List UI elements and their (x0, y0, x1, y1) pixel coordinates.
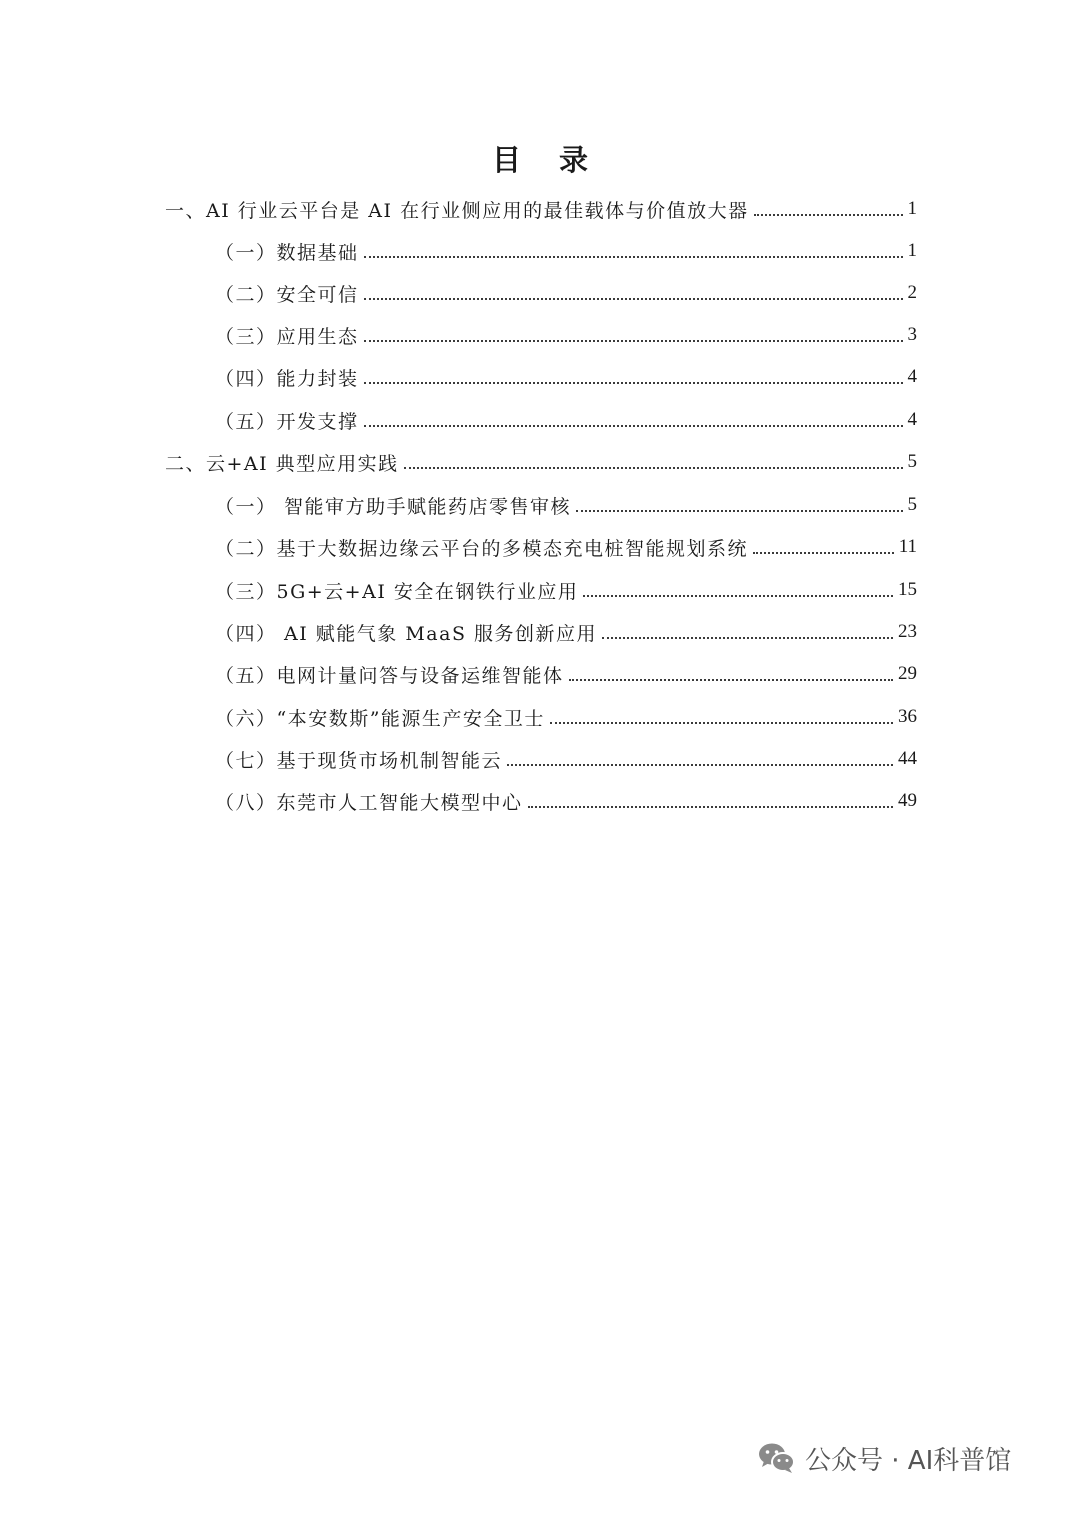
toc-page-number: 11 (898, 536, 917, 557)
toc-entry[interactable] (215, 700, 917, 734)
toc-entry[interactable] (215, 573, 917, 607)
toc-entry[interactable] (215, 276, 917, 310)
toc-leader-dots (753, 552, 894, 554)
toc-leader-dots (569, 679, 893, 681)
toc-page-number: 3 (907, 324, 917, 345)
toc-leader-dots (364, 298, 903, 300)
toc-entry-title: （三）应用生态 (215, 325, 359, 348)
toc-entry-title: （八）东莞市人工智能大模型中心 (215, 791, 523, 814)
toc-leader-dots (576, 510, 902, 512)
toc-leader-dots (550, 722, 893, 724)
toc-entry[interactable] (215, 403, 917, 437)
toc-page-number: 36 (898, 706, 917, 727)
toc-entry-title: 一、AI 行业云平台是 AI 在行业侧应用的最佳载体与价值放大器 (165, 199, 749, 222)
toc-page-number: 29 (898, 663, 917, 684)
toc-entry-title: （一）数据基础 (215, 241, 359, 264)
toc-leader-dots (528, 806, 893, 808)
page-title: 目 录 (491, 143, 603, 177)
toc-leader-dots (754, 214, 903, 216)
toc-page-number: 15 (898, 579, 917, 600)
toc-entry[interactable] (215, 742, 917, 776)
toc-entry-title: （六）“本安数斯”能源生产安全卫士 (215, 707, 545, 730)
toc-leader-dots (507, 764, 893, 766)
toc-entry[interactable] (165, 445, 917, 479)
toc-entry[interactable] (215, 234, 917, 268)
toc-entry[interactable] (215, 360, 917, 394)
toc-entry-title: （二）安全可信 (215, 283, 359, 306)
wechat-icon (757, 1441, 797, 1475)
toc-page-number: 5 (907, 494, 917, 515)
table-of-contents (0, 188, 1080, 828)
toc-entry-title: （二）基于大数据边缘云平台的多模态充电桩智能规划系统 (215, 537, 749, 560)
toc-leader-dots (364, 425, 903, 427)
toc-entry-title: （五）开发支撑 (215, 410, 359, 433)
toc-page-number: 4 (907, 366, 917, 387)
toc-entry[interactable] (215, 615, 917, 649)
toc-page-number: 44 (898, 748, 917, 769)
toc-entry[interactable] (215, 784, 917, 818)
toc-entry-title: （一） 智能审方助手赋能药店零售审核 (215, 495, 572, 518)
toc-page-number: 49 (898, 790, 917, 811)
toc-entry[interactable] (215, 318, 917, 352)
toc-page-number: 1 (907, 198, 917, 219)
toc-entry-title: （三）5G+云+AI 安全在钢铁行业应用 (215, 580, 579, 603)
toc-entry-title: （四）能力封装 (215, 367, 359, 390)
toc-page-number: 5 (907, 451, 917, 472)
watermark (757, 1436, 1011, 1480)
toc-page-number: 2 (907, 282, 917, 303)
toc-entry-title: （五）电网计量问答与设备运维智能体 (215, 664, 564, 687)
toc-entry-title: 二、云+AI 典型应用实践 (165, 452, 399, 475)
toc-leader-dots (364, 256, 903, 258)
toc-leader-dots (404, 467, 903, 469)
toc-page-number: 1 (907, 240, 917, 261)
toc-entry[interactable] (215, 530, 917, 564)
toc-entry[interactable] (165, 192, 917, 226)
toc-page-number: 23 (898, 621, 917, 642)
watermark-text: 公众号 · AI科普馆 (805, 1445, 1012, 1476)
toc-leader-dots (602, 637, 893, 639)
toc-leader-dots (364, 340, 903, 342)
toc-leader-dots (583, 595, 893, 597)
toc-leader-dots (364, 382, 903, 384)
toc-page-number: 4 (907, 409, 917, 430)
toc-entry-title: （七）基于现货市场机制智能云 (215, 749, 503, 772)
toc-entry[interactable] (215, 488, 917, 522)
toc-entry[interactable] (215, 657, 917, 691)
toc-entry-title: （四） AI 赋能气象 MaaS 服务创新应用 (215, 622, 598, 645)
